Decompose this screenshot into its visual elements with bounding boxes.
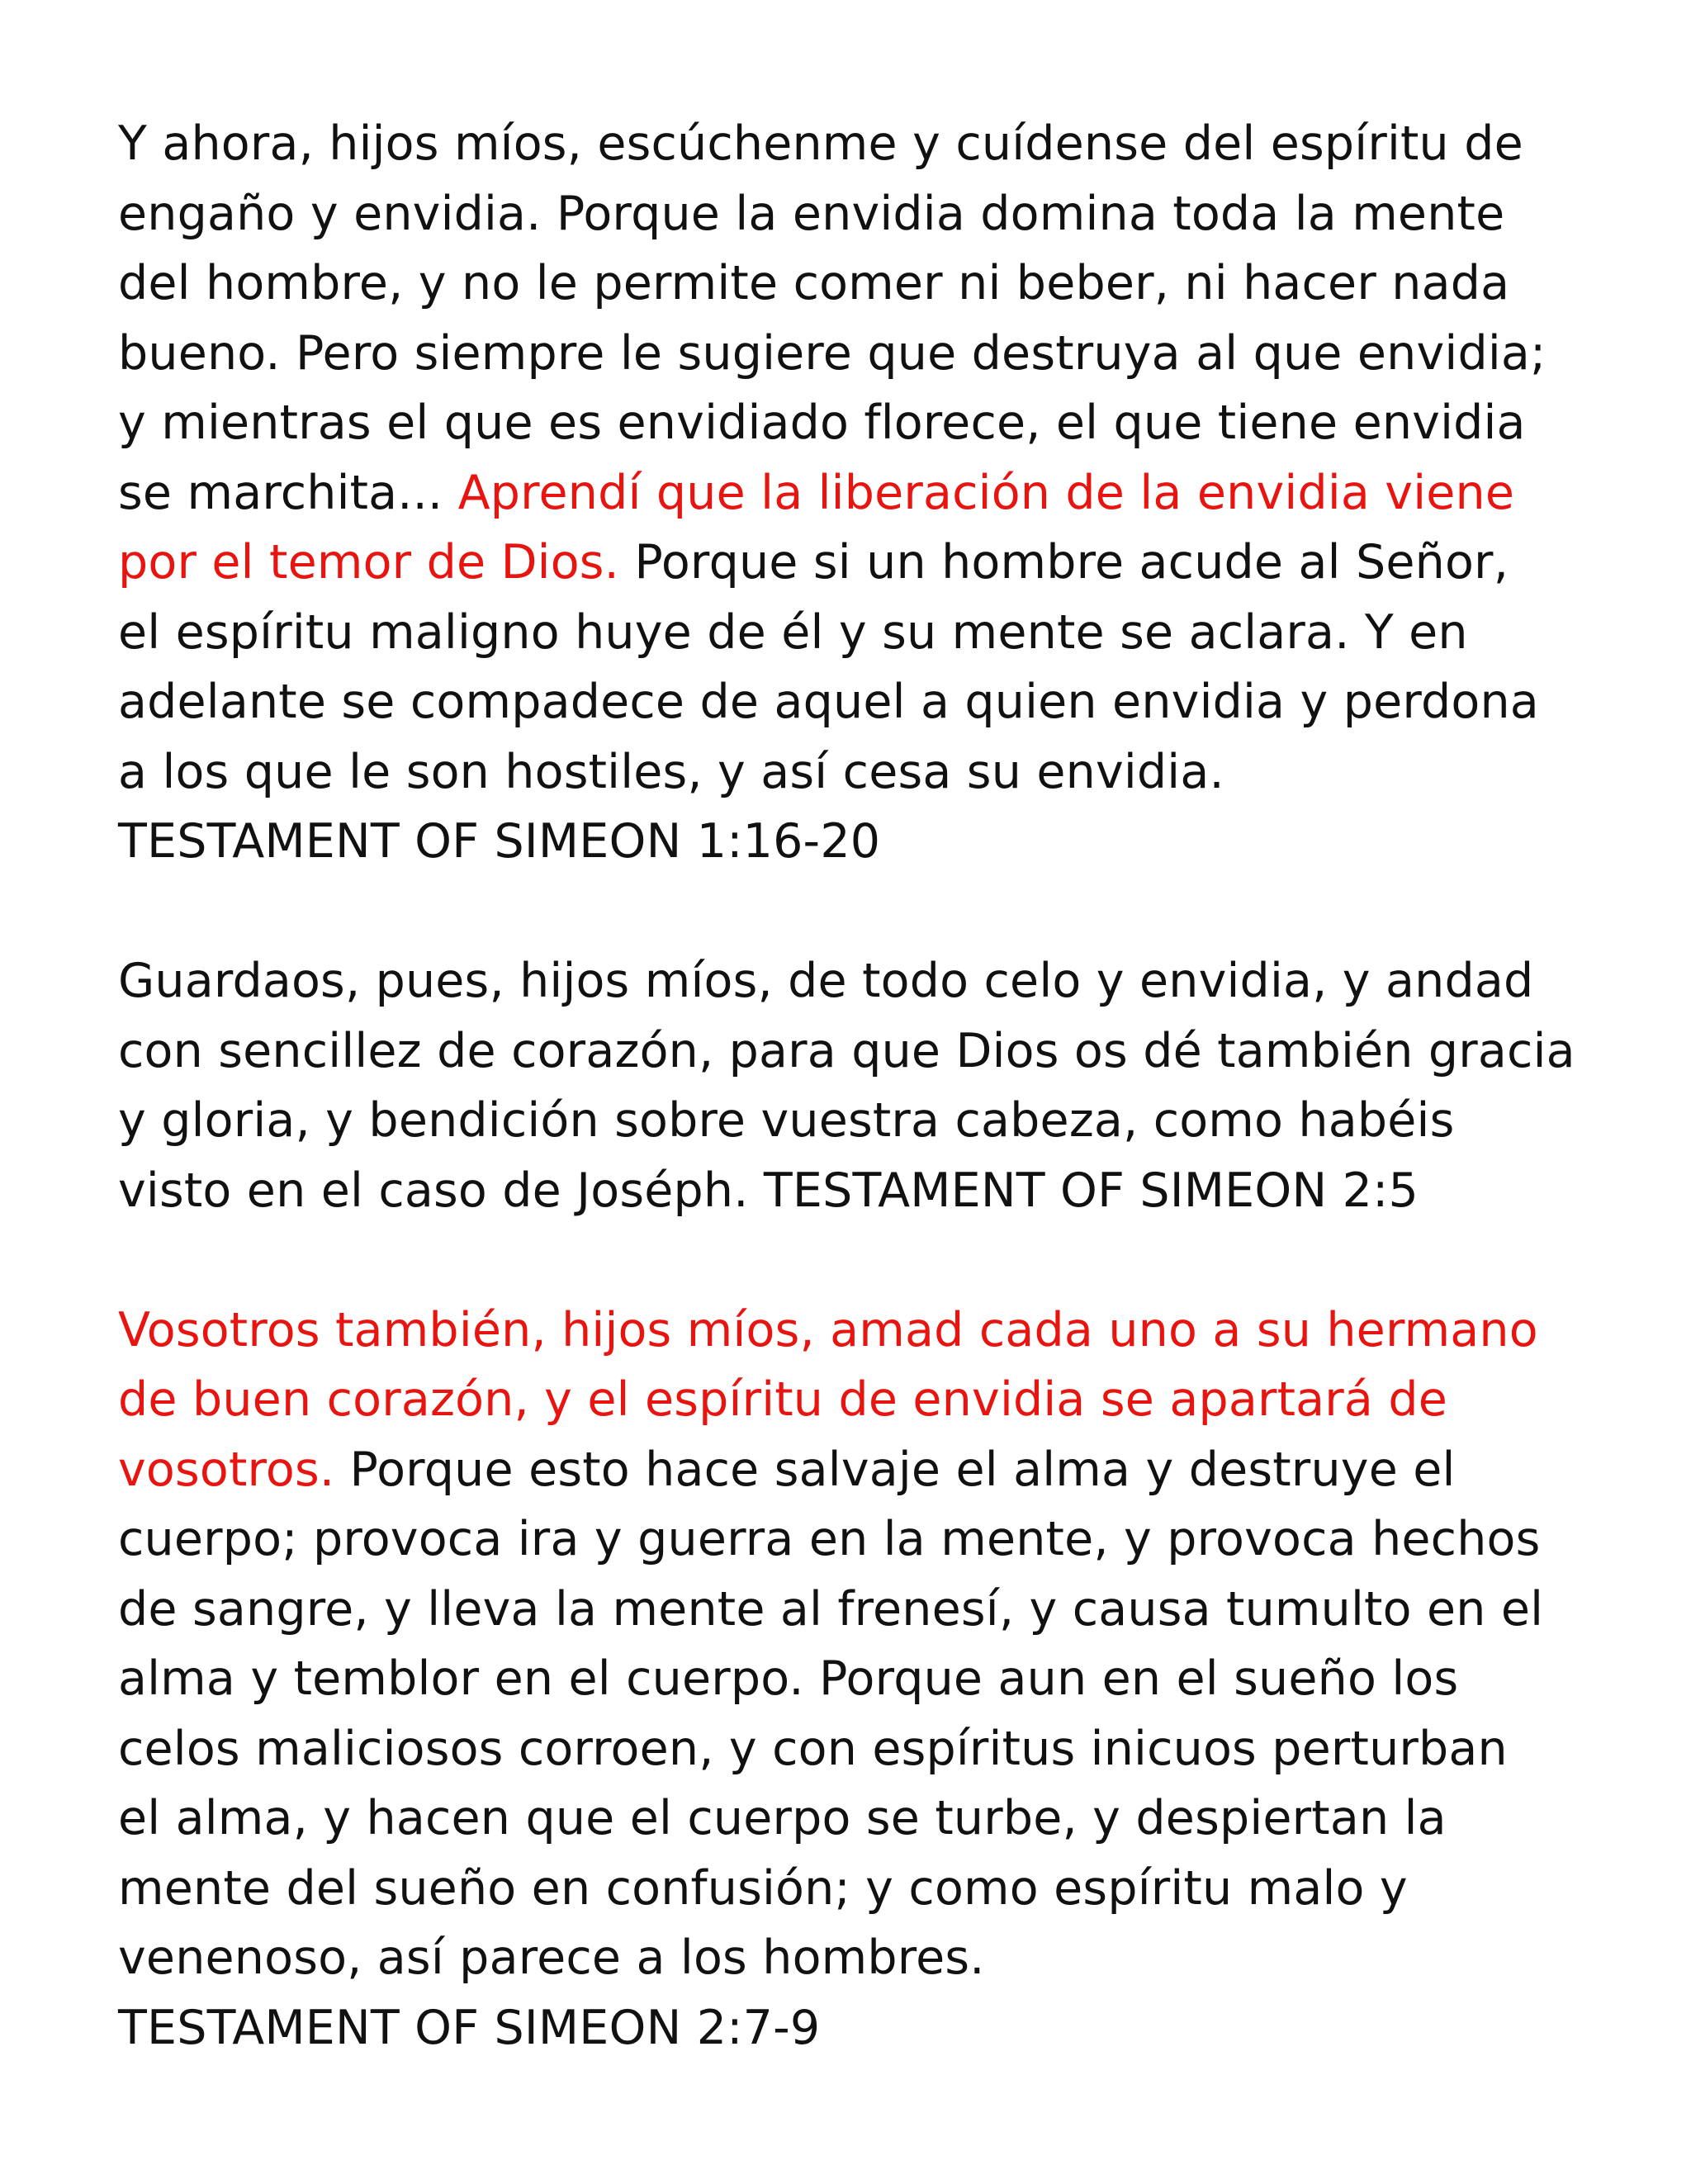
- text-line: [118, 179, 1604, 249]
- text-segment: y mientras el que es envidiado florece, el que tiene envidia: [118, 396, 1526, 450]
- paragraph-gap: [118, 1225, 1604, 1296]
- text-line: [118, 1156, 1604, 1226]
- text-segment: Y ahora, hijos míos, escúchenme y cuídense del espíritu de: [118, 116, 1523, 171]
- text-line: [118, 1435, 1604, 1505]
- text-line: [118, 1644, 1604, 1714]
- text-line: [118, 667, 1604, 737]
- text-line: [118, 946, 1604, 1016]
- text-line: [118, 1016, 1604, 1087]
- text-segment: Guardaos, pues, hijos míos, de todo celo y envidia, y andad: [118, 954, 1534, 1008]
- text-line: [118, 1923, 1604, 1993]
- text-segment: con sencillez de corazón, para que Dios os dé también gracia: [118, 1023, 1575, 1078]
- text-line: [118, 598, 1604, 668]
- text-line: [118, 737, 1604, 808]
- text-segment: Porque esto hace salvaje el alma y destruye el: [334, 1442, 1456, 1497]
- text-segment: y gloria, y bendición sobre vuestra cabeza, como habéis: [118, 1093, 1455, 1148]
- highlighted-text: Aprendí que la liberación de la envidia viene: [457, 465, 1515, 520]
- highlighted-text: Vosotros también, hijos míos, amad cada uno a su hermano: [118, 1302, 1538, 1357]
- text-segment: TESTAMENT OF SIMEON 1:16-20: [118, 814, 881, 869]
- text-segment: el alma, y hacen que el cuerpo se turbe, y despiertan la: [118, 1791, 1447, 1845]
- text-line: [118, 1504, 1604, 1575]
- text-segment: alma y temblor en el cuerpo. Porque aun en el sueño los: [118, 1651, 1459, 1706]
- text-line: [118, 1714, 1604, 1784]
- text-line: [118, 249, 1604, 319]
- text-line: [118, 388, 1604, 458]
- text-segment: de sangre, y lleva la mente al frenesí, y causa tumulto en el: [118, 1581, 1544, 1637]
- text-segment: Porque si un hombre acude al Señor,: [619, 535, 1509, 590]
- text-line: [118, 1365, 1604, 1435]
- text-segment: visto en el caso de Joséph. TESTAMENT OF SIMEON 2:5: [118, 1163, 1419, 1218]
- passage-3: [118, 1296, 1604, 2063]
- paragraph-gap: [118, 877, 1604, 947]
- text-segment: engaño y envidia. Porque la envidia domina toda la mente: [118, 186, 1505, 241]
- scripture-reference: [118, 1993, 1604, 2063]
- text-line: [118, 528, 1604, 598]
- scripture-reference: [118, 807, 1604, 877]
- text-segment: mente del sueño en confusión; y como espíritu malo y: [118, 1860, 1408, 1916]
- text-segment: adelante se compadece de aquel a quien envidia y perdona: [118, 675, 1539, 729]
- text-segment: celos maliciosos corroen, y con espíritus inicuos perturban: [118, 1721, 1508, 1776]
- text-segment: se marchita...: [118, 465, 458, 520]
- highlighted-text: por el temor de Dios.: [118, 535, 619, 590]
- passage-2: [118, 946, 1604, 1225]
- text-line: [118, 109, 1604, 179]
- text-segment: bueno. Pero siempre le sugiere que destruya al que envidia;: [118, 325, 1547, 381]
- text-segment: cuerpo; provoca ira y guerra en la mente, y provoca hechos: [118, 1512, 1541, 1566]
- text-segment: TESTAMENT OF SIMEON 2:7-9: [118, 2000, 821, 2055]
- text-line: [118, 1086, 1604, 1156]
- text-line: [118, 458, 1604, 528]
- passage-1: [118, 109, 1604, 877]
- text-segment: del hombre, y no le permite comer ni beber, ni hacer nada: [118, 256, 1510, 310]
- text-segment: el espíritu maligno huye de él y su mente se aclara. Y en: [118, 604, 1468, 660]
- highlighted-text: vosotros.: [118, 1442, 335, 1497]
- text-line: [118, 1784, 1604, 1854]
- text-line: [118, 1854, 1604, 1924]
- highlighted-text: de buen corazón, y el espíritu de envidia se apartará de: [118, 1372, 1448, 1427]
- text-segment: venenoso, así parece a los hombres.: [118, 1931, 985, 1985]
- document-page: [118, 109, 1604, 2063]
- text-line: [118, 1575, 1604, 1645]
- text-segment: a los que le son hostiles, y así cesa su envidia.: [118, 744, 1224, 799]
- text-line: [118, 1296, 1604, 1366]
- text-line: [118, 319, 1604, 389]
